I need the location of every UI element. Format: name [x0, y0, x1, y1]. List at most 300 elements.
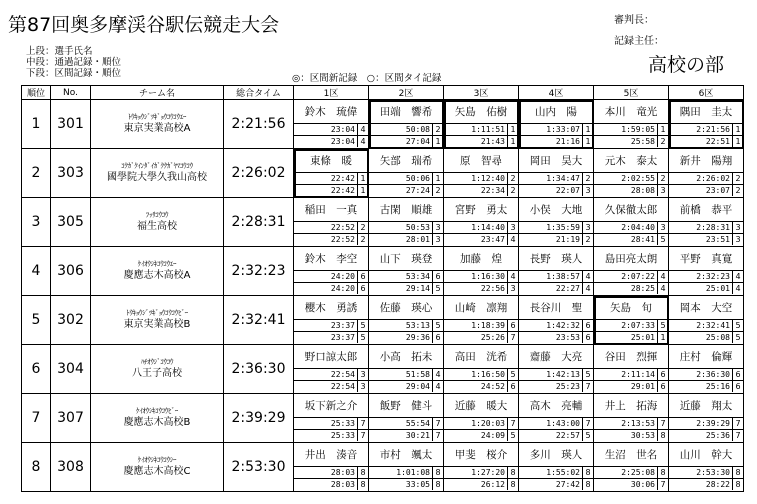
- leg-cell: [294, 345, 369, 394]
- pass-rank: 1: [657, 124, 668, 135]
- team-name: 國學院大學久我山高校: [107, 171, 207, 183]
- pass-time: 2:32:41: [696, 321, 730, 330]
- leg-cell: [369, 100, 444, 149]
- section-rank: 7: [432, 430, 443, 441]
- pass-time: 1:11:51: [471, 125, 505, 134]
- section-rank: 7: [732, 430, 743, 441]
- team-name: 慶應志木高校A: [123, 269, 191, 281]
- section-rank: 6: [357, 283, 368, 294]
- section-row: [369, 233, 443, 245]
- pass-row: [294, 467, 368, 478]
- leg-block: [369, 345, 443, 393]
- runner-name: 岡本 大空: [669, 296, 743, 320]
- pass-row: [369, 271, 443, 282]
- pass-rank: 8: [357, 467, 368, 478]
- section-row: [669, 282, 743, 294]
- leg-cell: [294, 100, 369, 149]
- pass-row: [369, 222, 443, 233]
- section-row: [594, 429, 668, 441]
- leg-cell: [444, 394, 519, 443]
- section-time: 23:04: [330, 137, 355, 146]
- section-row: [444, 380, 518, 392]
- section-time: 25:26: [480, 333, 505, 342]
- pass-row: [369, 173, 443, 184]
- section-time: 33:05: [405, 480, 430, 489]
- total-time-cell: 2:32:41: [224, 296, 294, 345]
- team-kana: ｹｲｵｳｼｷｺｳｺｳﾋﾞｰ: [136, 406, 178, 415]
- section-row: [594, 233, 668, 245]
- leg-cell: [369, 345, 444, 394]
- pass-time: 1:38:57: [546, 272, 580, 281]
- runner-name: 島田亮太朗: [594, 247, 668, 271]
- pass-row: [444, 467, 518, 478]
- pass-time: 1:14:40: [471, 223, 505, 232]
- leg-cell: [669, 198, 744, 247]
- leg-cell: [519, 198, 594, 247]
- pass-rank: 7: [507, 418, 518, 429]
- pass-time: 1:34:47: [546, 174, 580, 183]
- pass-row: [669, 418, 743, 429]
- section-rank: 3: [657, 185, 668, 196]
- leg-block: [669, 198, 743, 246]
- team-kana: ｺｸｶﾞｸｲﾝﾀﾞｲｶﾞｸｸｶﾞﾔﾏｺｳｺｳ: [121, 161, 193, 170]
- section-time: 22:51: [705, 137, 730, 146]
- pass-rank: 3: [732, 222, 743, 233]
- pass-row: [519, 418, 593, 429]
- section-rank: 3: [582, 185, 593, 196]
- section-time: 22:52: [330, 235, 355, 244]
- section-time: 27:04: [405, 137, 430, 146]
- bib-number-cell: 304: [51, 345, 91, 394]
- section-row: [594, 380, 668, 392]
- section-row: [594, 282, 668, 294]
- section-row: [369, 184, 443, 196]
- section-rank: 6: [732, 381, 743, 392]
- section-time: 29:36: [405, 333, 430, 342]
- section-row: [369, 331, 443, 343]
- pass-row: [294, 320, 368, 331]
- section-rank: 6: [507, 381, 518, 392]
- section-rank: 5: [657, 234, 668, 245]
- section-rank: 3: [732, 234, 743, 245]
- team-name: 福生高校: [137, 220, 177, 232]
- pass-row: [669, 271, 743, 282]
- pass-rank: 4: [582, 271, 593, 282]
- table-row: [22, 296, 744, 345]
- results-table: [21, 85, 744, 492]
- team-kana: ﾄｳｷｮｳｼﾞﾂｷﾞｮｳｺｳｺｳﾋﾞｰ: [126, 308, 188, 317]
- pass-row: [294, 124, 368, 135]
- leg-cell: [294, 296, 369, 345]
- team-name: 八王子高校: [132, 367, 182, 379]
- pass-rank: 8: [732, 467, 743, 478]
- team-cell: [91, 296, 224, 345]
- column-header: 3区: [444, 86, 519, 100]
- leg-block: [369, 247, 443, 295]
- table-row: [22, 394, 744, 443]
- runner-name: 岡田 昊大: [519, 149, 593, 173]
- leg-cell: [669, 149, 744, 198]
- pass-row: [594, 467, 668, 478]
- runner-name: 小高 拓未: [369, 345, 443, 369]
- section-time: 28:41: [630, 235, 655, 244]
- table-row: [22, 149, 744, 198]
- runner-name: 稲田 一真: [294, 198, 368, 222]
- pass-row: [519, 320, 593, 331]
- section-rank: 7: [507, 332, 518, 343]
- section-time: 28:03: [330, 480, 355, 489]
- section-row: [519, 233, 593, 245]
- leg-block: [519, 247, 593, 295]
- section-row: [444, 184, 518, 196]
- section-row: [444, 429, 518, 441]
- section-row: [294, 429, 368, 441]
- pass-row: [294, 369, 368, 380]
- section-row: [369, 478, 443, 490]
- section-row: [294, 478, 368, 490]
- leg-block: [294, 394, 368, 442]
- total-time-cell: 2:21:56: [224, 100, 294, 149]
- pass-rank: 2: [357, 222, 368, 233]
- section-time: 22:34: [480, 186, 505, 195]
- team-name: 慶應志木高校C: [123, 465, 191, 477]
- pass-row: [519, 173, 593, 184]
- pass-rank: 6: [507, 320, 518, 331]
- team-kana: ﾌｯｻｺｳｺｳ: [145, 210, 169, 219]
- pass-rank: 6: [432, 271, 443, 282]
- section-row: [369, 429, 443, 441]
- pass-rank: 3: [357, 369, 368, 380]
- runner-name: 矢部 瑞希: [369, 149, 443, 173]
- leg-block: [444, 443, 518, 491]
- section-row: [294, 282, 368, 294]
- column-header: チーム名: [91, 86, 224, 100]
- section-time: 23:53: [555, 333, 580, 342]
- pass-rank: 1: [507, 124, 518, 135]
- pass-row: [519, 124, 593, 135]
- leg-block: [594, 149, 668, 197]
- section-row: [669, 380, 743, 392]
- results-body: [22, 100, 744, 492]
- section-time: 30:21: [405, 431, 430, 440]
- section-row: [519, 331, 593, 343]
- runner-name: 坂下新之介: [294, 394, 368, 418]
- pass-rank: 5: [582, 369, 593, 380]
- section-row: [594, 331, 668, 343]
- leg-cell: [519, 345, 594, 394]
- pass-row: [369, 467, 443, 478]
- pass-rank: 4: [432, 369, 443, 380]
- runner-name: 谷田 烈揮: [594, 345, 668, 369]
- runner-name: 山下 瑛登: [369, 247, 443, 271]
- pass-row: [519, 467, 593, 478]
- pass-row: [519, 369, 593, 380]
- team-cell: [91, 198, 224, 247]
- leg-cell: [369, 198, 444, 247]
- section-rank: 2: [732, 185, 743, 196]
- pass-row: [444, 173, 518, 184]
- pass-time: 1:16:50: [471, 370, 505, 379]
- runner-name: 飯野 健斗: [369, 394, 443, 418]
- section-time: 22:07: [555, 186, 580, 195]
- section-row: [369, 282, 443, 294]
- pass-time: 50:06: [405, 174, 430, 183]
- team-kana: ｹｲｵｳｼｷｺｳｺｳｴｰ: [137, 259, 177, 268]
- section-row: [519, 184, 593, 196]
- pass-time: 22:42: [330, 174, 355, 183]
- section-rank: 2: [507, 185, 518, 196]
- section-rank: 1: [432, 136, 443, 147]
- leg-block: [369, 149, 443, 197]
- pass-row: [519, 222, 593, 233]
- pass-row: [294, 418, 368, 429]
- section-row: [294, 331, 368, 343]
- runner-name: 小俣 大地: [519, 198, 593, 222]
- leg-cell: [444, 149, 519, 198]
- section-rank: 4: [657, 283, 668, 294]
- column-header: 1区: [294, 86, 369, 100]
- pass-row: [444, 418, 518, 429]
- pass-time: 2:53:30: [696, 468, 730, 477]
- pass-row: [444, 271, 518, 282]
- leg-block: [594, 296, 668, 344]
- leg-block: [369, 296, 443, 344]
- leg-cell: [444, 247, 519, 296]
- section-rank: 1: [357, 185, 368, 196]
- team-name: 東京実業高校B: [123, 318, 191, 330]
- total-time-cell: 2:26:02: [224, 149, 294, 198]
- section-time: 22:56: [480, 284, 505, 293]
- section-rank: 4: [732, 283, 743, 294]
- section-rank: 6: [657, 381, 668, 392]
- runner-name: 元木 泰太: [594, 149, 668, 173]
- pass-time: 28:03: [330, 468, 355, 477]
- bib-number-cell: 305: [51, 198, 91, 247]
- pass-rank: 7: [582, 418, 593, 429]
- runner-name: 田端 響希: [369, 100, 443, 124]
- pass-rank: 2: [507, 173, 518, 184]
- runner-name: 鈴木 琉偉: [294, 100, 368, 124]
- leg-block: [519, 394, 593, 442]
- rank-cell: 1: [22, 100, 51, 149]
- leg-cell: [519, 394, 594, 443]
- pass-rank: 8: [432, 467, 443, 478]
- leg-block: [294, 149, 368, 197]
- runner-name: 井出 湊音: [294, 443, 368, 467]
- pass-time: 1:12:40: [471, 174, 505, 183]
- section-time: 25:23: [555, 382, 580, 391]
- leg-block: [444, 198, 518, 246]
- leg-cell: [519, 149, 594, 198]
- runner-name: 多川 瑛人: [519, 443, 593, 467]
- leg-cell: [294, 149, 369, 198]
- runner-name: 新井 陽翔: [669, 149, 743, 173]
- leg-block: [294, 345, 368, 393]
- runner-name: 矢島 佑樹: [444, 100, 518, 124]
- total-time-cell: 2:36:30: [224, 345, 294, 394]
- total-time-cell: 2:39:29: [224, 394, 294, 443]
- team-name: 東京実業高校A: [123, 122, 191, 134]
- section-time: 22:54: [330, 382, 355, 391]
- leg-block: [294, 198, 368, 246]
- pass-rank: 2: [582, 173, 593, 184]
- pass-time: 22:52: [330, 223, 355, 232]
- column-header: 5区: [594, 86, 669, 100]
- leg-cell: [369, 247, 444, 296]
- pass-rank: 4: [657, 271, 668, 282]
- pass-time: 53:13: [405, 321, 430, 330]
- leg-cell: [444, 443, 519, 492]
- section-rank: 1: [732, 136, 743, 147]
- section-row: [669, 135, 743, 147]
- runner-name: 久保徹太郎: [594, 198, 668, 222]
- section-time: 28:01: [405, 235, 430, 244]
- pass-time: 1:18:39: [471, 321, 505, 330]
- pass-rank: 7: [657, 418, 668, 429]
- runner-name: 古閑 順雄: [369, 198, 443, 222]
- section-rank: 5: [732, 332, 743, 343]
- leg-cell: [294, 443, 369, 492]
- column-header: 4区: [519, 86, 594, 100]
- section-row: [294, 380, 368, 392]
- section-time: 24:20: [330, 284, 355, 293]
- pass-rank: 6: [582, 320, 593, 331]
- leg-block: [519, 149, 593, 197]
- pass-row: [594, 369, 668, 380]
- leg-block: [519, 296, 593, 344]
- section-rank: 6: [432, 332, 443, 343]
- section-time: 25:01: [705, 284, 730, 293]
- team-cell: [91, 149, 224, 198]
- team-cell: [91, 394, 224, 443]
- section-time: 22:57: [555, 431, 580, 440]
- pass-row: [519, 271, 593, 282]
- pass-row: [444, 124, 518, 135]
- section-rank: 2: [657, 136, 668, 147]
- section-time: 25:58: [630, 137, 655, 146]
- section-time: 29:04: [405, 382, 430, 391]
- pass-time: 2:28:31: [696, 223, 730, 232]
- pass-row: [294, 222, 368, 233]
- pass-rank: 3: [657, 222, 668, 233]
- pass-row: [594, 173, 668, 184]
- team-cell: [91, 443, 224, 492]
- leg-cell: [444, 100, 519, 149]
- legend-mid: 中段：通過記録・順位: [26, 57, 122, 68]
- legend-top: 上段：選手氏名: [26, 46, 93, 57]
- section-row: [669, 478, 743, 490]
- runner-name: 東條 暖: [294, 149, 368, 173]
- leg-block: [444, 394, 518, 442]
- leg-block: [444, 100, 518, 148]
- runner-name: 山内 陽: [519, 100, 593, 124]
- pass-row: [369, 124, 443, 135]
- leg-cell: [294, 198, 369, 247]
- pass-rank: 7: [432, 418, 443, 429]
- rank-cell: 2: [22, 149, 51, 198]
- section-rank: 1: [582, 136, 593, 147]
- pass-row: [594, 320, 668, 331]
- leg-cell: [294, 394, 369, 443]
- team-kana: ﾊﾁｵｳｼﾞｺｳｺｳ: [140, 357, 174, 366]
- section-time: 26:12: [480, 480, 505, 489]
- section-row: [519, 380, 593, 392]
- rank-cell: 7: [22, 394, 51, 443]
- section-time: 28:25: [630, 284, 655, 293]
- pass-rank: 4: [357, 124, 368, 135]
- runner-name: 近藤 暖大: [444, 394, 518, 418]
- pass-rank: 1: [582, 124, 593, 135]
- team-cell: [91, 247, 224, 296]
- runner-name: 原 智尋: [444, 149, 518, 173]
- runner-name: 高木 亮輔: [519, 394, 593, 418]
- pass-row: [369, 369, 443, 380]
- leg-cell: [369, 394, 444, 443]
- section-time: 23:47: [480, 235, 505, 244]
- runner-name: 隅田 圭太: [669, 100, 743, 124]
- pass-time: 2:39:29: [696, 419, 730, 428]
- section-rank: 3: [507, 283, 518, 294]
- leg-cell: [369, 443, 444, 492]
- runner-name: 矢島 旬: [594, 296, 668, 320]
- section-row: [519, 135, 593, 147]
- pass-time: 50:53: [405, 223, 430, 232]
- section-rank: 1: [657, 332, 668, 343]
- section-rank: 8: [507, 479, 518, 490]
- leg-block: [369, 443, 443, 491]
- leg-cell: [669, 345, 744, 394]
- column-header: 順位: [22, 86, 51, 100]
- section-time: 28:22: [705, 480, 730, 489]
- table-row: [22, 100, 744, 149]
- pass-time: 2:07:33: [621, 321, 655, 330]
- section-rank: 8: [732, 479, 743, 490]
- pass-rank: 4: [732, 271, 743, 282]
- pass-row: [669, 222, 743, 233]
- total-time-cell: 2:32:23: [224, 247, 294, 296]
- section-rank: 5: [357, 332, 368, 343]
- pass-time: 1:42:32: [546, 321, 580, 330]
- section-time: 27:42: [555, 480, 580, 489]
- pass-row: [669, 124, 743, 135]
- section-rank: 6: [582, 332, 593, 343]
- section-row: [594, 184, 668, 196]
- leg-block: [294, 296, 368, 344]
- leg-cell: [594, 345, 669, 394]
- leg-block: [444, 345, 518, 393]
- pass-rank: 7: [357, 418, 368, 429]
- section-time: 21:19: [555, 235, 580, 244]
- section-row: [444, 478, 518, 490]
- section-rank: 8: [582, 479, 593, 490]
- table-row: [22, 198, 744, 247]
- section-time: 23:07: [705, 186, 730, 195]
- section-time: 25:36: [705, 431, 730, 440]
- leg-cell: [519, 443, 594, 492]
- team-cell: [91, 100, 224, 149]
- section-row: [594, 135, 668, 147]
- section-time: 29:01: [630, 382, 655, 391]
- section-row: [294, 135, 368, 147]
- bib-number-cell: 303: [51, 149, 91, 198]
- section-rank: 7: [582, 381, 593, 392]
- leg-cell: [444, 198, 519, 247]
- section-row: [519, 429, 593, 441]
- section-time: 30:06: [630, 480, 655, 489]
- leg-block: [594, 198, 668, 246]
- pass-rank: 4: [507, 271, 518, 282]
- column-header: No.: [51, 86, 91, 100]
